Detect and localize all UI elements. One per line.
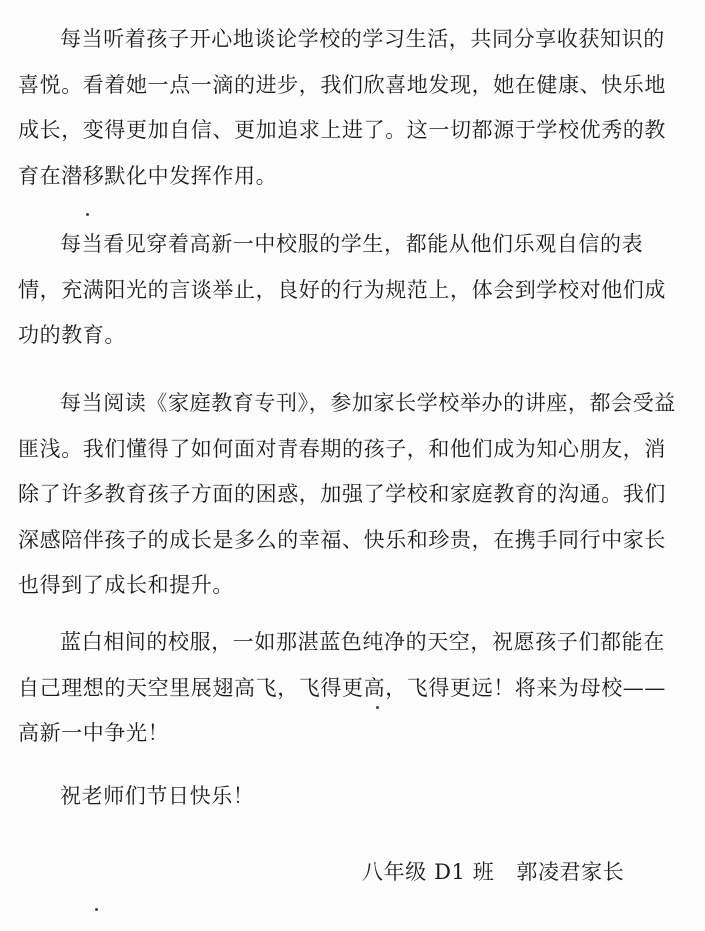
signature-class: 八年级 D1 班	[362, 860, 495, 884]
signature-author: 郭凌君家长	[516, 860, 625, 884]
paragraph-3: 每当阅读《家庭教育专刊》，参加家长学校举办的讲座，都会受益匪浅。我们懂得了如何面对青春期的孩子，和他们成为知心朋友，消除了许多教育孩子方面的困惑，加强了学校和家庭教育的沟通。我们深感陪伴孩子的成长是多么的幸福、快乐和珍贵，在携手同行中家长也得到了成长和提升。	[18, 391, 676, 597]
paragraph-2: 每当看见穿着高新一中校服的学生，都能从他们乐观自信的表情，充满阳光的言谈举止，良好的行为规范上，体会到学校对他们成功的教育。	[18, 232, 666, 347]
scan-speck	[86, 213, 89, 216]
scan-speck	[95, 908, 98, 911]
scan-speck	[376, 706, 379, 709]
closing-wish: 祝老师们节日快乐！	[60, 784, 255, 808]
signature	[362, 857, 624, 887]
paragraph-1: 每当听着孩子开心地谈论学校的学习生活，共同分享收获知识的喜悦。看着她一点一滴的进步，我们欣喜地发现，她在健康、快乐地成长，变得更加自信、更加追求上进了。这一切都源于学校优秀的教育在潜移默化中发挥作用。	[18, 27, 666, 188]
paragraph-4: 蓝白相间的校服，一如那湛蓝色纯净的天空，祝愿孩子们都能在自己理想的天空里展翅高飞，飞得更高，飞得更远！将来为母校——高新一中争光！	[18, 630, 666, 745]
